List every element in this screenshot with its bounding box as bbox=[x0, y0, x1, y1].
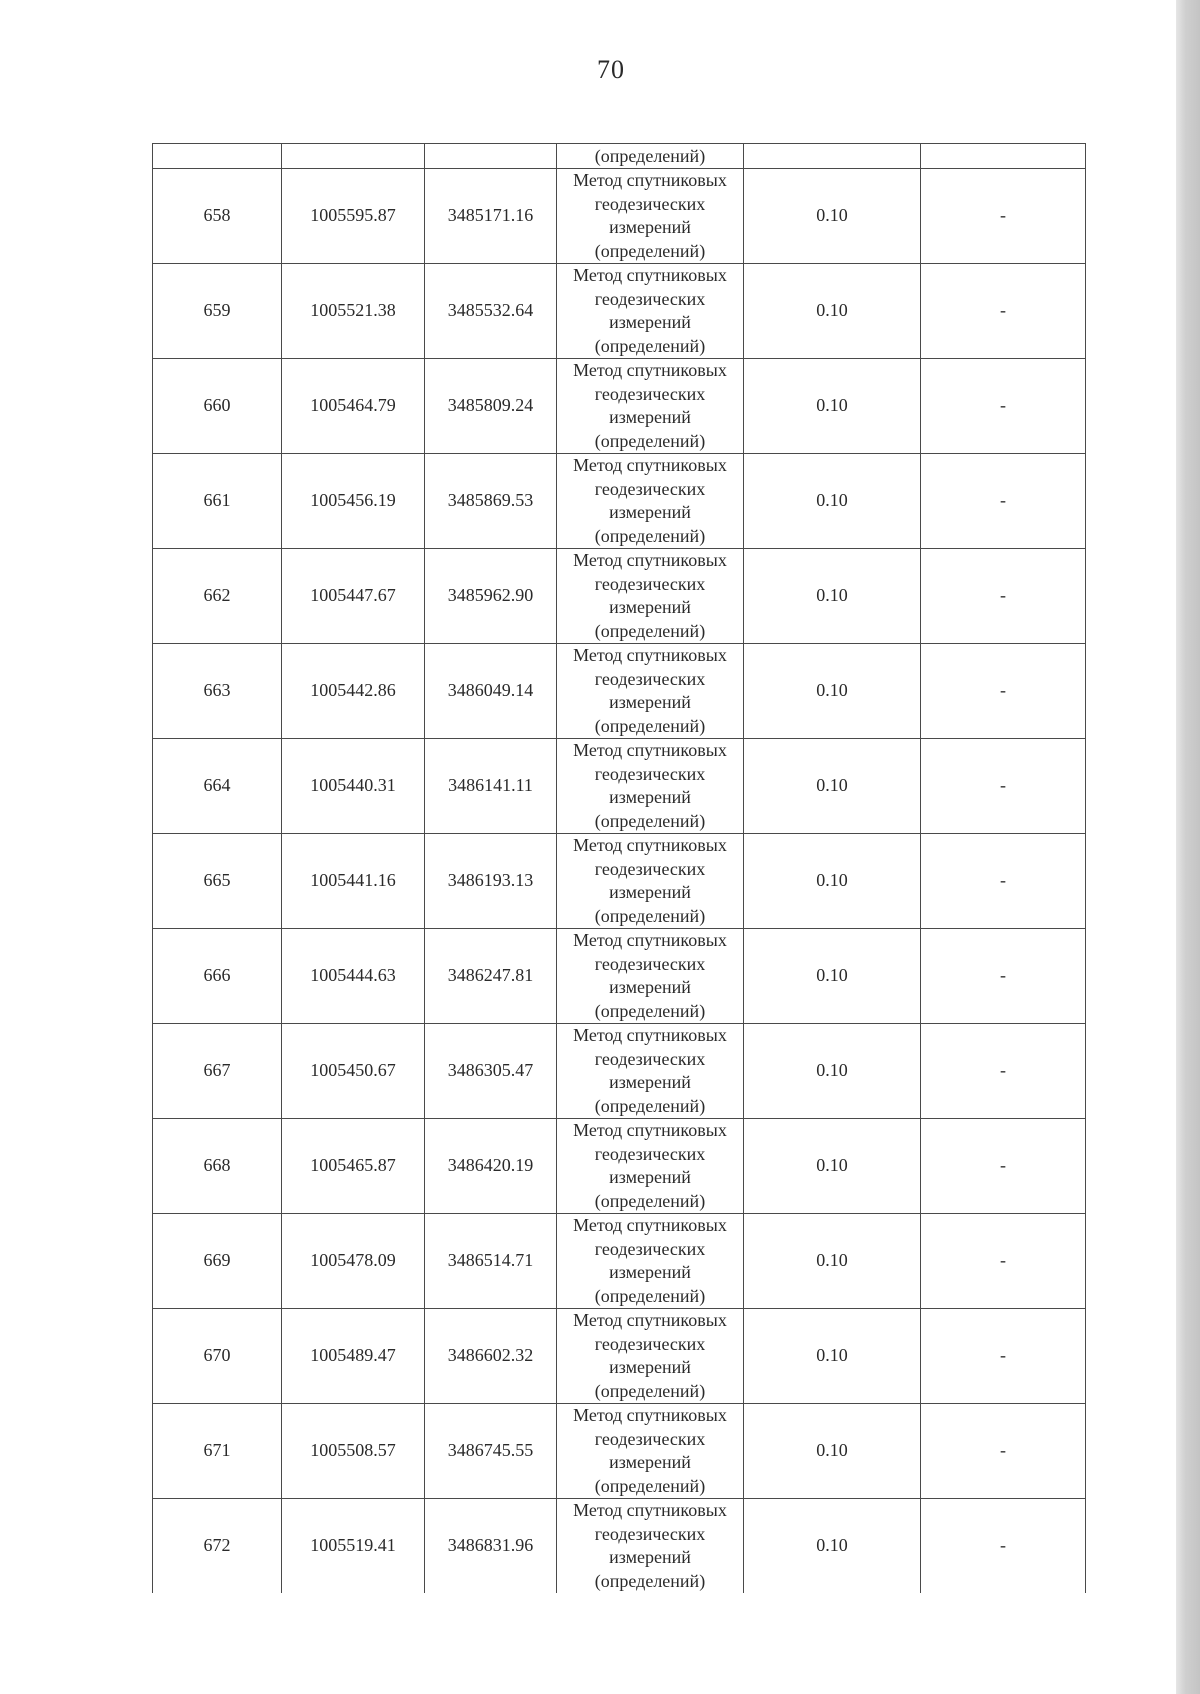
method-line: (определений) bbox=[594, 240, 706, 261]
y-coordinate-cell: 3486049.14 bbox=[425, 644, 557, 739]
table-row bbox=[153, 1499, 1086, 1594]
method-line: геодезических bbox=[594, 573, 706, 594]
accuracy-cell: 0.10 bbox=[744, 1499, 921, 1594]
accuracy-cell: 0.10 bbox=[744, 739, 921, 834]
table-row bbox=[153, 169, 1086, 264]
method-line: Метод спутниковых bbox=[573, 1120, 727, 1140]
accuracy-cell: 0.10 bbox=[744, 929, 921, 1024]
table-row bbox=[153, 644, 1086, 739]
note-cell: - bbox=[921, 1309, 1086, 1404]
accuracy-cell: 0.10 bbox=[744, 1309, 921, 1404]
x-coordinate-cell: 1005478.09 bbox=[282, 1214, 425, 1309]
method-line: геодезических bbox=[594, 1333, 706, 1354]
method-line: Метод спутниковых bbox=[573, 930, 727, 950]
method-line: (определений) bbox=[594, 1285, 706, 1306]
method-line: (определений) bbox=[594, 525, 706, 546]
method-cell bbox=[557, 169, 744, 264]
point-number-cell: 663 bbox=[153, 644, 282, 739]
method-line: Метод спутниковых bbox=[573, 1215, 727, 1235]
table-row bbox=[153, 1214, 1086, 1309]
x-coordinate-cell: 1005521.38 bbox=[282, 264, 425, 359]
method-line: Метод спутниковых bbox=[573, 1310, 727, 1330]
point-number-cell: 670 bbox=[153, 1309, 282, 1404]
table-row bbox=[153, 1119, 1086, 1214]
method-line: геодезических bbox=[594, 953, 706, 974]
method-line: измерений bbox=[609, 1547, 691, 1567]
coordinates-table-body bbox=[153, 144, 1086, 1594]
method-line: Метод спутниковых bbox=[573, 265, 727, 285]
accuracy-cell: 0.10 bbox=[744, 834, 921, 929]
table-row bbox=[153, 834, 1086, 929]
point-number-cell: 658 bbox=[153, 169, 282, 264]
continuation-cell-method: (определений) bbox=[557, 144, 744, 169]
method-line: геодезических bbox=[594, 1428, 706, 1449]
note-cell: - bbox=[921, 1024, 1086, 1119]
note-cell: - bbox=[921, 169, 1086, 264]
method-line: измерений bbox=[609, 977, 691, 997]
x-coordinate-cell: 1005441.16 bbox=[282, 834, 425, 929]
table-row bbox=[153, 549, 1086, 644]
point-number-cell: 667 bbox=[153, 1024, 282, 1119]
continuation-cell-y bbox=[425, 144, 557, 169]
x-coordinate-cell: 1005456.19 bbox=[282, 454, 425, 549]
point-number-cell: 671 bbox=[153, 1404, 282, 1499]
method-line: (определений) bbox=[594, 1000, 706, 1021]
point-number-cell: 661 bbox=[153, 454, 282, 549]
point-number-cell: 662 bbox=[153, 549, 282, 644]
x-coordinate-cell: 1005465.87 bbox=[282, 1119, 425, 1214]
x-coordinate-cell: 1005442.86 bbox=[282, 644, 425, 739]
coordinates-table bbox=[152, 143, 1086, 1593]
accuracy-cell: 0.10 bbox=[744, 644, 921, 739]
note-cell: - bbox=[921, 1119, 1086, 1214]
y-coordinate-cell: 3486514.71 bbox=[425, 1214, 557, 1309]
note-cell: - bbox=[921, 1499, 1086, 1594]
method-line: геодезических bbox=[594, 763, 706, 784]
method-cell bbox=[557, 549, 744, 644]
method-line: измерений bbox=[609, 312, 691, 332]
method-line: (определений) bbox=[594, 1190, 706, 1211]
method-cell bbox=[557, 359, 744, 454]
accuracy-cell: 0.10 bbox=[744, 169, 921, 264]
continuation-cell-x bbox=[282, 144, 425, 169]
accuracy-cell: 0.10 bbox=[744, 1214, 921, 1309]
point-number-cell: 660 bbox=[153, 359, 282, 454]
y-coordinate-cell: 3485171.16 bbox=[425, 169, 557, 264]
method-line: Метод спутниковых bbox=[573, 645, 727, 665]
method-line: измерений bbox=[609, 1167, 691, 1187]
table-row bbox=[153, 359, 1086, 454]
page-number: 70 bbox=[597, 55, 625, 84]
method-line: измерений bbox=[609, 502, 691, 522]
method-line: Метод спутниковых bbox=[573, 1405, 727, 1425]
point-number-cell: 668 bbox=[153, 1119, 282, 1214]
table-row bbox=[153, 454, 1086, 549]
method-line: геодезических bbox=[594, 193, 706, 214]
accuracy-cell: 0.10 bbox=[744, 264, 921, 359]
accuracy-cell: 0.10 bbox=[744, 1404, 921, 1499]
method-line: измерений bbox=[609, 787, 691, 807]
method-cell bbox=[557, 1309, 744, 1404]
method-line: измерений bbox=[609, 597, 691, 617]
method-line: (определений) bbox=[594, 1095, 706, 1116]
note-cell: - bbox=[921, 359, 1086, 454]
continuation-cell-note bbox=[921, 144, 1086, 169]
note-cell: - bbox=[921, 644, 1086, 739]
method-line: (определений) bbox=[594, 620, 706, 641]
x-coordinate-cell: 1005508.57 bbox=[282, 1404, 425, 1499]
table-row bbox=[153, 929, 1086, 1024]
x-coordinate-cell: 1005464.79 bbox=[282, 359, 425, 454]
y-coordinate-cell: 3486602.32 bbox=[425, 1309, 557, 1404]
y-coordinate-cell: 3486745.55 bbox=[425, 1404, 557, 1499]
continuation-row bbox=[153, 144, 1086, 169]
table-row bbox=[153, 1309, 1086, 1404]
note-cell: - bbox=[921, 264, 1086, 359]
method-line: измерений bbox=[609, 692, 691, 712]
note-cell: - bbox=[921, 739, 1086, 834]
y-coordinate-cell: 3486193.13 bbox=[425, 834, 557, 929]
x-coordinate-cell: 1005440.31 bbox=[282, 739, 425, 834]
method-cell bbox=[557, 1404, 744, 1499]
method-line: Метод спутниковых bbox=[573, 1500, 727, 1520]
method-line: Метод спутниковых bbox=[573, 740, 727, 760]
method-line: (определений) bbox=[594, 1475, 706, 1496]
scan-edge bbox=[1176, 0, 1200, 1694]
method-line: (определений) bbox=[594, 905, 706, 926]
method-line: измерений bbox=[609, 407, 691, 427]
point-number-cell: 659 bbox=[153, 264, 282, 359]
method-cell bbox=[557, 1214, 744, 1309]
method-line: геодезических bbox=[594, 288, 706, 309]
accuracy-cell: 0.10 bbox=[744, 454, 921, 549]
method-line: геодезических bbox=[594, 858, 706, 879]
method-line: (определений) bbox=[594, 715, 706, 736]
method-line: геодезических bbox=[594, 1523, 706, 1544]
x-coordinate-cell: 1005444.63 bbox=[282, 929, 425, 1024]
y-coordinate-cell: 3485809.24 bbox=[425, 359, 557, 454]
table-row bbox=[153, 264, 1086, 359]
method-cell bbox=[557, 644, 744, 739]
method-line: измерений bbox=[609, 1452, 691, 1472]
point-number-cell: 664 bbox=[153, 739, 282, 834]
y-coordinate-cell: 3486141.11 bbox=[425, 739, 557, 834]
method-line: Метод спутниковых bbox=[573, 360, 727, 380]
y-coordinate-cell: 3486420.19 bbox=[425, 1119, 557, 1214]
y-coordinate-cell: 3485532.64 bbox=[425, 264, 557, 359]
method-line: измерений bbox=[609, 217, 691, 237]
table-row bbox=[153, 739, 1086, 834]
method-cell bbox=[557, 1499, 744, 1594]
method-line: (определений) bbox=[594, 430, 706, 451]
x-coordinate-cell: 1005519.41 bbox=[282, 1499, 425, 1594]
accuracy-cell: 0.10 bbox=[744, 1024, 921, 1119]
method-line: Метод спутниковых bbox=[573, 455, 727, 475]
y-coordinate-cell: 3486247.81 bbox=[425, 929, 557, 1024]
method-line: геодезических bbox=[594, 1143, 706, 1164]
method-line: Метод спутниковых bbox=[573, 170, 727, 190]
method-line: измерений bbox=[609, 882, 691, 902]
method-line: геодезических bbox=[594, 1238, 706, 1259]
method-line: (определений) bbox=[594, 1380, 706, 1401]
method-cell bbox=[557, 1119, 744, 1214]
method-cell bbox=[557, 834, 744, 929]
x-coordinate-cell: 1005450.67 bbox=[282, 1024, 425, 1119]
y-coordinate-cell: 3485869.53 bbox=[425, 454, 557, 549]
method-line: Метод спутниковых bbox=[573, 550, 727, 570]
point-number-cell: 669 bbox=[153, 1214, 282, 1309]
method-cell bbox=[557, 739, 744, 834]
point-number-cell: 672 bbox=[153, 1499, 282, 1594]
method-cell bbox=[557, 929, 744, 1024]
method-line: геодезических bbox=[594, 1048, 706, 1069]
method-line: геодезических bbox=[594, 383, 706, 404]
table-row bbox=[153, 1404, 1086, 1499]
method-line: Метод спутниковых bbox=[573, 835, 727, 855]
note-cell: - bbox=[921, 454, 1086, 549]
method-line: Метод спутниковых bbox=[573, 1025, 727, 1045]
method-cell bbox=[557, 1024, 744, 1119]
method-cell bbox=[557, 454, 744, 549]
note-cell: - bbox=[921, 1214, 1086, 1309]
method-line: измерений bbox=[609, 1357, 691, 1377]
method-line: (определений) bbox=[594, 1570, 706, 1591]
x-coordinate-cell: 1005489.47 bbox=[282, 1309, 425, 1404]
point-number-cell: 665 bbox=[153, 834, 282, 929]
method-line: измерений bbox=[609, 1072, 691, 1092]
accuracy-cell: 0.10 bbox=[744, 549, 921, 644]
x-coordinate-cell: 1005595.87 bbox=[282, 169, 425, 264]
method-line: измерений bbox=[609, 1262, 691, 1282]
y-coordinate-cell: 3485962.90 bbox=[425, 549, 557, 644]
method-line: (определений) bbox=[594, 335, 706, 356]
method-line: геодезических bbox=[594, 478, 706, 499]
note-cell: - bbox=[921, 834, 1086, 929]
continuation-cell-point bbox=[153, 144, 282, 169]
accuracy-cell: 0.10 bbox=[744, 359, 921, 454]
table-row bbox=[153, 1024, 1086, 1119]
x-coordinate-cell: 1005447.67 bbox=[282, 549, 425, 644]
accuracy-cell: 0.10 bbox=[744, 1119, 921, 1214]
continuation-cell-accuracy bbox=[744, 144, 921, 169]
y-coordinate-cell: 3486305.47 bbox=[425, 1024, 557, 1119]
note-cell: - bbox=[921, 929, 1086, 1024]
note-cell: - bbox=[921, 549, 1086, 644]
note-cell: - bbox=[921, 1404, 1086, 1499]
method-cell bbox=[557, 264, 744, 359]
method-line: геодезических bbox=[594, 668, 706, 689]
method-line: (определений) bbox=[594, 810, 706, 831]
point-number-cell: 666 bbox=[153, 929, 282, 1024]
y-coordinate-cell: 3486831.96 bbox=[425, 1499, 557, 1594]
